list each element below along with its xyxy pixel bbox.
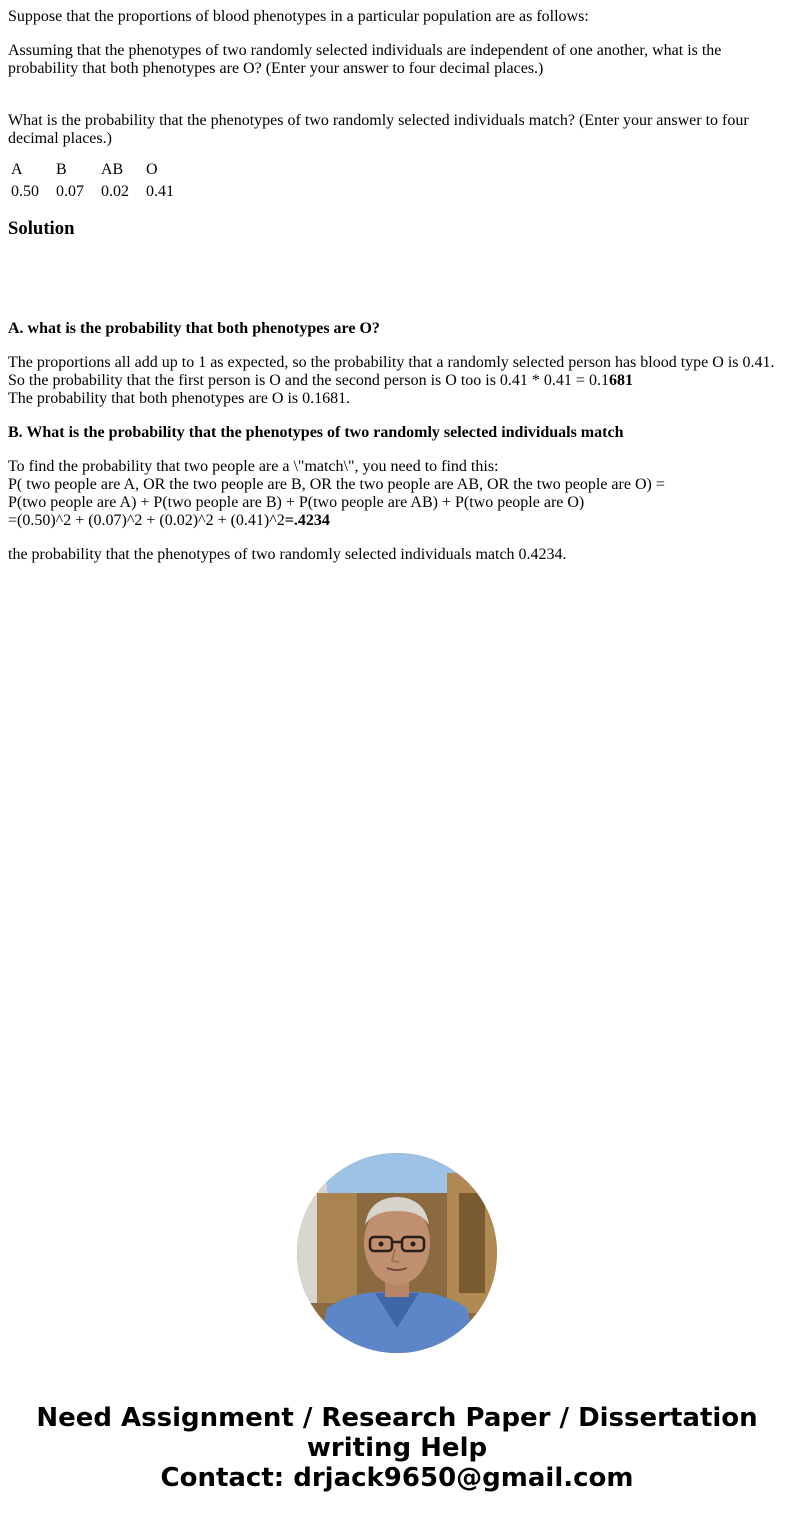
solution-b-line3: P(two people are A) + P(two people are B) + P(two people are AB) + P(two people are O) [8, 494, 585, 511]
table-value-b: 0.07 [56, 183, 84, 200]
table-header-ab: AB [101, 161, 124, 178]
solution-a-line1: The proportions all add up to 1 as expected, so the probability that a randomly selected person has blood type O is 0.41. [8, 354, 775, 371]
table-header-a: A [11, 161, 23, 178]
table-value-ab: 0.02 [101, 183, 129, 200]
solution-a-heading: A. what is the probability that both phenotypes are O? [8, 320, 380, 337]
author-avatar [297, 1153, 497, 1353]
footer-contact: Contact: drjack9650@gmail.com [160, 1463, 634, 1493]
solution-b-line4: =(0.50)^2 + (0.07)^2 + (0.02)^2 + (0.41)^2 [8, 512, 285, 529]
table-value-o: 0.41 [146, 183, 174, 200]
spacer [8, 94, 786, 112]
solution-a-body [8, 354, 786, 408]
solution-b-conclusion: the probability that the phenotypes of two randomly selected individuals match 0.4234. [8, 546, 567, 563]
table-header-row [10, 160, 188, 180]
table-row [10, 182, 188, 202]
document-body [8, 8, 786, 580]
solution-b-body [8, 458, 786, 530]
footer-line1: Need Assignment / Research Paper / Dissertation [36, 1403, 758, 1433]
question-intro: Suppose that the proportions of blood phenotypes in a particular population are as follows: [8, 8, 589, 25]
solution-b-heading: B. What is the probability that the phenotypes of two randomly selected individuals match [8, 424, 624, 441]
table-value-a: 0.50 [11, 183, 39, 200]
solution-b-line1: To find the probability that two people are a \"match\", you need to find this: [8, 458, 499, 475]
author-photo-icon [297, 1153, 497, 1353]
contact-footer [0, 1403, 794, 1493]
solution-b-line4-bold: =.4234 [284, 512, 330, 529]
footer-line2: writing Help [306, 1433, 488, 1463]
table-header-o: O [146, 161, 158, 178]
table-header-b: B [56, 161, 67, 178]
solution-a-line3: The probability that both phenotypes are O is 0.1681. [8, 390, 351, 407]
solution-a-line2-bold: 681 [608, 372, 633, 389]
solution-b-line2: P( two people are A, OR the two people are B, OR the two people are AB, OR the two people are O) = [8, 476, 665, 493]
solution-heading: Solution [8, 218, 75, 239]
question-part-b: What is the probability that the phenotypes of two randomly selected individuals match? (Enter your answer to four decimal places.) [8, 112, 749, 147]
phenotype-table [8, 158, 190, 204]
question-part-a: Assuming that the phenotypes of two randomly selected individuals are independent of one another, what is the probability that both phenotypes are O? (Enter your answer to four decimal places.) [8, 42, 722, 77]
solution-a-line2: So the probability that the first person is O and the second person is O too is 0.41 * 0.41 = 0.1 [8, 372, 609, 389]
